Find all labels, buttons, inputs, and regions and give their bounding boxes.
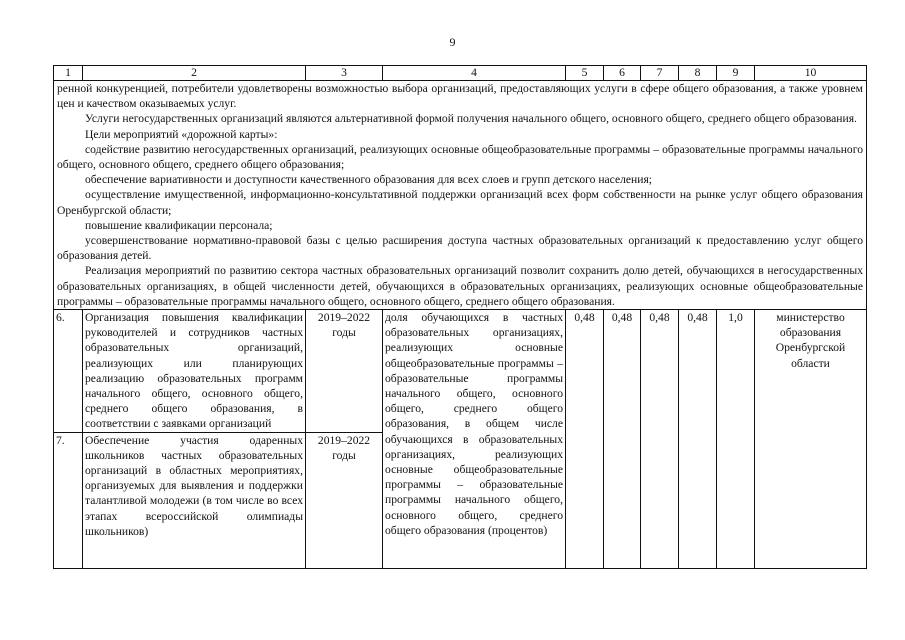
- intro-paragraph: осуществление имущественной, информационно-консультативной поддержки организаций всех форм собственности на рынке услуг общего образования Оренбургской области;: [57, 188, 863, 217]
- intro-paragraph: Услуги негосударственных организаций являются альтернативной формой получения начального общего, основного общего, среднего общего образования.: [85, 112, 857, 126]
- table-row: [54, 310, 867, 433]
- intro-paragraph: усовершенствование нормативно-правовой базы с целью расширения доступа частных образовательных организаций к предоставлению услуг общего образования детей.: [57, 234, 863, 263]
- column-number: 1: [54, 66, 83, 81]
- indicator-value-2024: 1,0: [717, 310, 755, 569]
- roadmap-table: [53, 65, 867, 569]
- indicator-value-2019: 0,48: [566, 310, 604, 569]
- indicator-value-2021: 0,48: [641, 310, 679, 569]
- column-number: 8: [679, 66, 717, 81]
- column-number: 6: [604, 66, 641, 81]
- row-number: 7.: [54, 432, 83, 568]
- intro-row: [54, 81, 867, 310]
- responsible-executor: министерство образования Оренбургской области: [755, 310, 867, 569]
- intro-paragraph: Цели мероприятий «дорожной карты»:: [85, 127, 278, 141]
- intro-text-cell: [54, 81, 867, 310]
- column-number: 5: [566, 66, 604, 81]
- activity-name: Обеспечение участия одаренных школьников частных образовательных организаций в областных мероприятиях, организуемых для выявления и поддержки талантливой молодежи (в том числе во всех этапах всероссийской олимпиады школьников): [83, 432, 306, 568]
- column-number: 3: [306, 66, 383, 81]
- indicator-value-2022: 0,48: [679, 310, 717, 569]
- column-number: 4: [383, 66, 566, 81]
- column-number-row: [54, 66, 867, 81]
- intro-paragraph: ренной конкуренцией, потребители удовлетворены возможностью выбора организаций, предоставляющих услуги в сфере общего образования, а также уровнем цен и качеством оказываемых услуг.: [57, 82, 863, 111]
- column-number: 10: [755, 66, 867, 81]
- activity-period: 2019–2022 годы: [306, 432, 383, 568]
- column-number: 7: [641, 66, 679, 81]
- intro-paragraph: обеспечение вариативности и доступности качественного образования для всех слоев и групп детского населения;: [85, 173, 652, 187]
- intro-paragraph: повышение квалификации персонала;: [85, 218, 273, 232]
- column-number: 2: [83, 66, 306, 81]
- row-number: 6.: [54, 310, 83, 433]
- indicator-text: доля обучающихся в частных образовательных организациях, реализующих основные общеобразовательные программы – образовательные программы начального общего, основного общего, среднего общего образования, в общем числе обучающихся в образовательных организациях, реализующих основные общеобразовательные программы – образовательные программы начального общего, основного общего, среднего общего образования (процентов): [383, 310, 566, 569]
- column-number: 9: [717, 66, 755, 81]
- intro-paragraph: Реализация мероприятий по развитию сектора частных образовательных организаций позволит сохранить долю детей, обучающихся в негосударственных образовательных организациях, в общей численности детей, обучающихся в образовательных организациях, реализующих основные общеобразовательные программы – образовательные программы начального общего, основного общего, среднего общего образования.: [57, 264, 863, 308]
- activity-period: 2019–2022 годы: [306, 310, 383, 433]
- page-number: 9: [449, 35, 456, 49]
- activity-name: Организация повышения квалификации руководителей и сотрудников частных образовательных организаций, реализующих или планирующих реализацию образовательных программ начального общего, основного общего, среднего общего образования, в соответствии с заявками организаций: [83, 310, 306, 433]
- indicator-value-2020: 0,48: [604, 310, 641, 569]
- intro-paragraph: содействие развитию негосударственных организаций, реализующих основные общеобразовательные программы – образовательные программы начального общего, основного общего, среднего общего образования;: [57, 142, 863, 172]
